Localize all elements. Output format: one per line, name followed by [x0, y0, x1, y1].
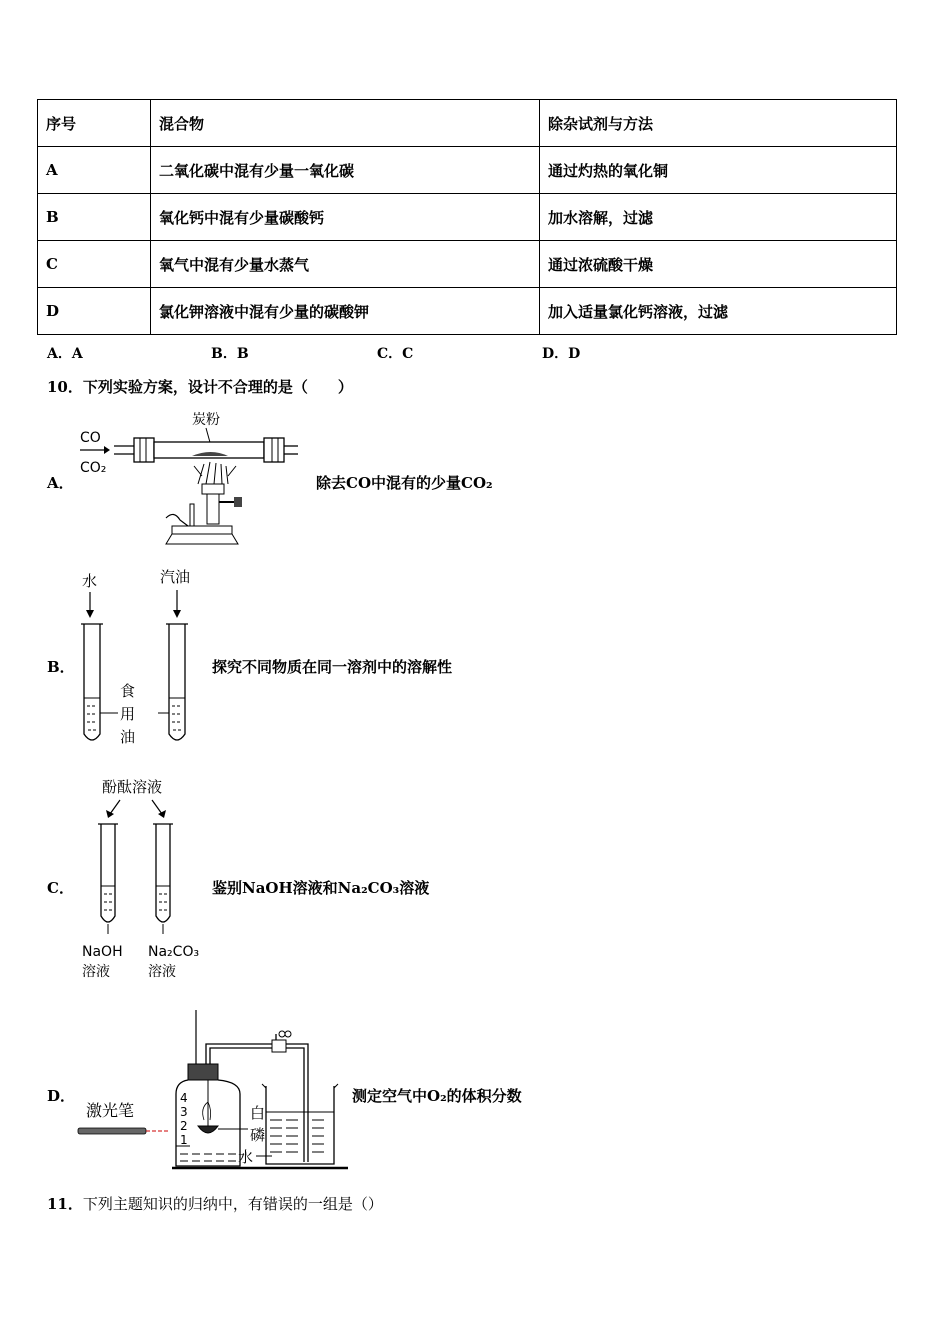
table-cell: A: [38, 147, 151, 194]
q10-option-a-desc: 除去CO中混有的少量CO₂: [316, 474, 493, 492]
oxygen-volume-apparatus-diagram: [76, 1004, 352, 1172]
indicator-label: 酚酞溶液: [102, 778, 163, 796]
q10-option-a-label[interactable]: A．: [47, 474, 74, 492]
table-cell: C: [38, 241, 151, 288]
table-cell: 氯化钾溶液中混有少量的碳酸钾: [151, 288, 540, 335]
table-cell: 通过浓硫酸干燥: [540, 241, 897, 288]
carbon-powder-tube-diagram: [76, 406, 301, 548]
co2-label: CO₂: [80, 460, 107, 476]
phosphorus-label-2: 磷: [250, 1126, 266, 1144]
question-text: 下列主题知识的归纳中，有错误的一组是（）: [82, 1195, 383, 1213]
phosphorus-label-1: 白: [250, 1104, 266, 1122]
table-cell: D: [38, 288, 151, 335]
q10-option-b-desc: 探究不同物质在同一溶剂中的溶解性: [212, 658, 453, 676]
oil-label-3: 油: [120, 728, 136, 746]
na2co3-solution-label: 溶液: [148, 964, 176, 980]
naoh-solution-label: 溶液: [82, 964, 110, 980]
scale-4: 4: [180, 1091, 188, 1105]
laser-pointer-label: 激光笔: [86, 1101, 135, 1120]
impurity-removal-table: [37, 99, 897, 335]
naoh-label: NaOH: [82, 944, 123, 960]
table-row: [38, 194, 897, 241]
table-header-cell: 混合物: [151, 100, 540, 147]
option-b[interactable]: B．B: [211, 346, 249, 362]
table-row: [38, 288, 897, 335]
question-text: 下列实验方案，设计不合理的是（ ）: [82, 378, 353, 396]
table-cell: 加入适量氯化钙溶液，过滤: [540, 288, 897, 335]
table-cell: 氧化钙中混有少量碳酸钙: [151, 194, 540, 241]
table-header-cell: 除杂试剂与方法: [540, 100, 897, 147]
scale-2: 2: [180, 1119, 188, 1133]
gasoline-label: 汽油: [160, 568, 191, 586]
table-row: [38, 147, 897, 194]
q10-option-b-label[interactable]: B．: [47, 658, 75, 676]
oil-label-2: 用: [120, 705, 136, 723]
table-cell: 加水溶解，过滤: [540, 194, 897, 241]
phenolphthalein-test-diagram: [76, 774, 216, 984]
table-cell: 二氧化碳中混有少量一氧化碳: [151, 147, 540, 194]
q10-option-d-desc: 测定空气中O₂的体积分数: [352, 1087, 522, 1105]
water-label-d: 水: [238, 1148, 254, 1166]
scale-3: 3: [180, 1105, 188, 1119]
q10-option-c-label[interactable]: C．: [47, 879, 74, 897]
table-header-row: [38, 100, 897, 147]
option-d[interactable]: D．D: [542, 346, 581, 362]
co-label: CO: [80, 430, 101, 446]
question-number: 11．: [47, 1195, 83, 1213]
table-cell: 氧气中混有少量水蒸气: [151, 241, 540, 288]
q10-option-d-label[interactable]: D．: [47, 1087, 76, 1105]
scale-1: 1: [180, 1133, 188, 1147]
solubility-test-tubes-diagram: [76, 566, 206, 748]
carbon-powder-label: 炭粉: [192, 412, 220, 428]
oil-label-1: 食: [120, 682, 136, 700]
q10-title: [47, 376, 353, 397]
table-row: [38, 241, 897, 288]
q10-option-c-desc: 鉴别NaOH溶液和Na₂CO₃溶液: [212, 879, 430, 897]
table-cell: B: [38, 194, 151, 241]
option-c[interactable]: C．C: [377, 346, 414, 362]
q11-title: [47, 1193, 383, 1214]
question-number: 10．: [47, 378, 83, 396]
na2co3-label: Na₂CO₃: [148, 944, 200, 960]
table-cell: 通过灼热的氧化铜: [540, 147, 897, 194]
table-header-cell: 序号: [38, 100, 151, 147]
water-label: 水: [82, 572, 98, 590]
option-a[interactable]: A．A: [47, 346, 83, 362]
